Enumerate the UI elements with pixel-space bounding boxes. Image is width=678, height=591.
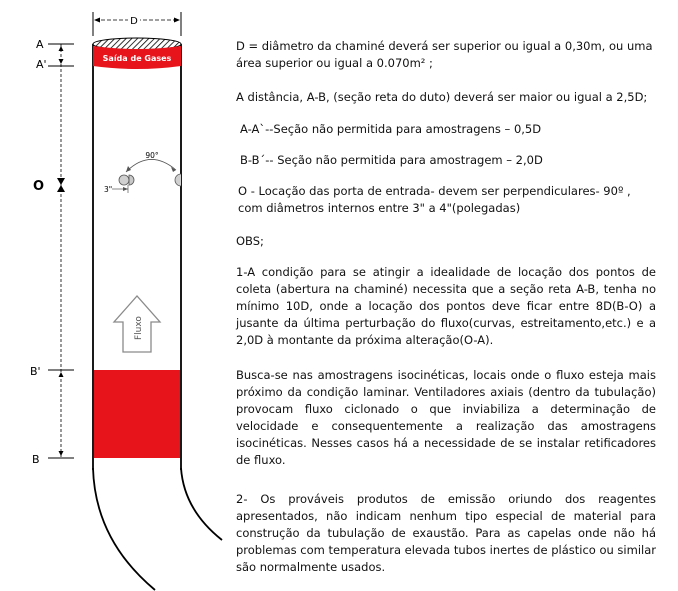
port-dimension-arrow (123, 187, 128, 191)
o-arrow-up (57, 185, 65, 192)
paragraph-ports: O - Locação das porta de entrada- devem ser perpendiculares- 90º , com diâmetros internos entre 3" a 4"(polegadas) (238, 184, 631, 215)
port-right-icon (175, 174, 181, 186)
b-arrow-down (59, 451, 64, 456)
paragraph-b-section: B-B´-- Seção não permitida para amostragem – 2,0D (240, 153, 543, 167)
paragraph-diameter: D = diâmetro da chaminé deverá ser superior ou igual a 0,30m, ou uma área superior ou igual a 0.070m² ; (236, 39, 653, 70)
b-prime-arrow-up (59, 372, 64, 377)
elbow-outer (93, 468, 155, 590)
a-prime-arrow-up (59, 59, 64, 64)
elbow-inner (181, 468, 222, 540)
gas-exit-label: Saída de Gases (102, 54, 172, 63)
o-label: O (33, 179, 45, 194)
port-size-label: 3" (104, 185, 113, 194)
paragraph-obs: OBS; (236, 234, 264, 248)
paragraph-isokinetic: Busca-se nas amostragens isocinéticas, locais onde o fluxo esteja mais próximo da condição laminar. Ventiladores axiais (dentro da tubulação) provocam fluxo ciclonado o que inviabiliza a determinação de velocidade e consequentemente a realização das amostragens isocinéticas. Nesses casos há a necessidade de se instalar retificadores de fluxo. (236, 368, 656, 467)
d-arrow-left (94, 18, 100, 23)
d-arrow-right (174, 18, 180, 23)
angle-arc (126, 159, 176, 172)
angle-label: 90° (145, 151, 159, 160)
paragraph-distance: A distância, A-B, (seção reta do duto) deverá ser maior ou igual a 2,5D; (236, 90, 648, 104)
paragraph-note-2: 2- Os prováveis produtos de emissão oriundo dos reagentes apresentados, não indicam nenhum tipo especial de material para construção da tubulação de exaustão. Para as capelas onde não há problemas com temperatura elevada tubos inertes de plástico ou similar são normalmente usados. (236, 492, 656, 574)
b-label: B (32, 453, 40, 466)
chimney-diagram (0, 0, 230, 591)
flow-label: Fluxo (134, 316, 144, 340)
a-label: A (36, 38, 44, 51)
o-arrow-down (57, 178, 65, 185)
port-left-icon (129, 175, 134, 185)
a-arrow-down (59, 46, 64, 51)
paragraph-a-section: A-A`--Seção não permitida para amostragens – 0,5D (240, 122, 542, 136)
b-prime-label: B' (30, 365, 41, 378)
angle-arrow-left (126, 166, 131, 172)
d-label: D (130, 16, 138, 27)
a-prime-label: A' (36, 58, 47, 71)
paragraph-note-1: 1-A condição para se atingir a idealidade de locação dos pontos de coleta (abertura na chaminé) necessita que a seção reta A-B, tenha no mínimo 10D, onde a locação dos pontos deve ficar entre 8D(B-O) a jusante da última perturbação do fluxo(curvas, estreitamento,etc.) e a 2,0D à montante da próxima alteração(O-A). (236, 265, 656, 347)
red-band (94, 370, 180, 458)
